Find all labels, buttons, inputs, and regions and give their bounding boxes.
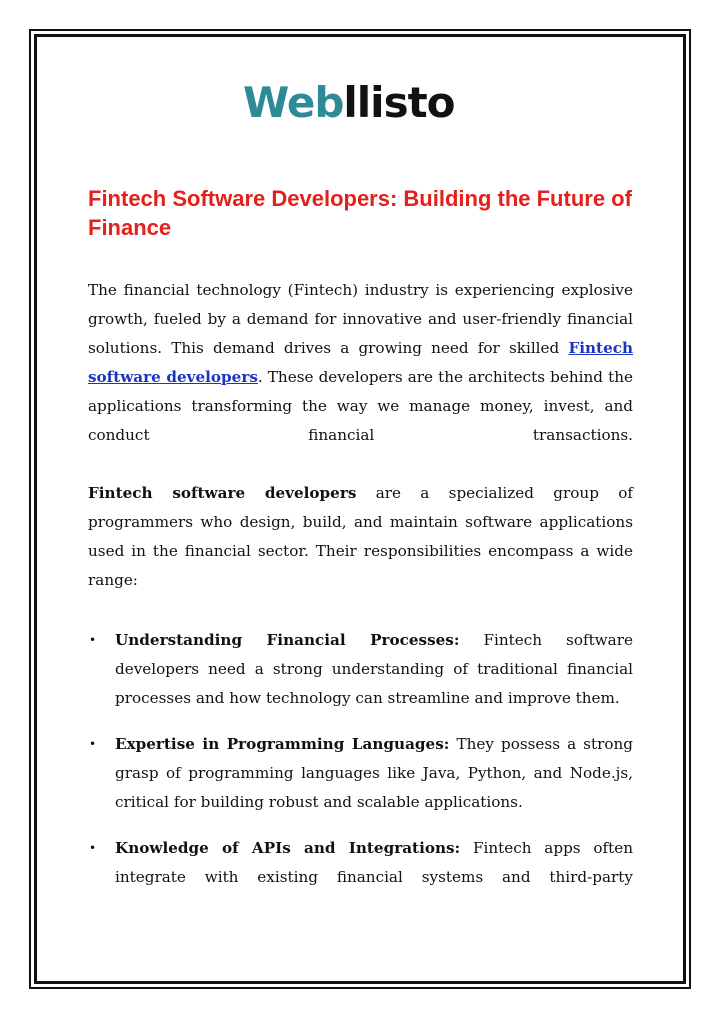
logo-part-2: llisto — [343, 78, 455, 127]
list-item-heading: Understanding Financial Processes: — [115, 631, 460, 649]
intro-text-before-link: The financial technology (Fintech) industry is experiencing explosive growth, fueled by a demand for innovative and user-friendly financial solutions. This demand drives a growing need for skilled — [88, 281, 633, 357]
list-item — [88, 730, 633, 817]
definition-lead: Fintech software developers — [88, 484, 357, 502]
webllisto-logo — [243, 80, 455, 126]
bullet-dot-icon: • — [89, 633, 97, 647]
fintech-developers-link[interactable]: Fintech software developers — [88, 339, 634, 386]
definition-paragraph — [88, 479, 633, 595]
intro-paragraph — [88, 276, 633, 450]
responsibility-list — [88, 626, 633, 909]
list-item-heading: Knowledge of APIs and Integrations: — [115, 839, 461, 857]
list-item — [88, 626, 633, 713]
list-item-text: They possess a strong grasp of programming languages like Java, Python, and Node.js, critical for building robust and scalable applications. — [115, 735, 633, 811]
bullet-dot-icon: • — [89, 841, 97, 855]
intro-text-after-link: . These developers are the architects behind the applications transforming the way we manage money, invest, and conduct financial transactions. — [88, 368, 633, 444]
list-item-text: Fintech software developers need a strong understanding of traditional financial processes and how technology can streamline and improve them. — [115, 631, 633, 707]
list-item-text: Fintech apps often integrate with existing financial systems and third-party — [115, 839, 633, 886]
list-item-heading: Expertise in Programming Languages: — [115, 735, 450, 753]
document-title: Fintech Software Developers: Building the Future of Finance — [88, 186, 632, 240]
logo-part-1: Web — [243, 78, 344, 127]
list-item — [88, 834, 633, 892]
bullet-dot-icon: • — [89, 737, 97, 751]
definition-text: are a specialized group of programmers who design, build, and maintain software applications used in the financial sector. Their responsibilities encompass a wide range: — [88, 484, 633, 589]
